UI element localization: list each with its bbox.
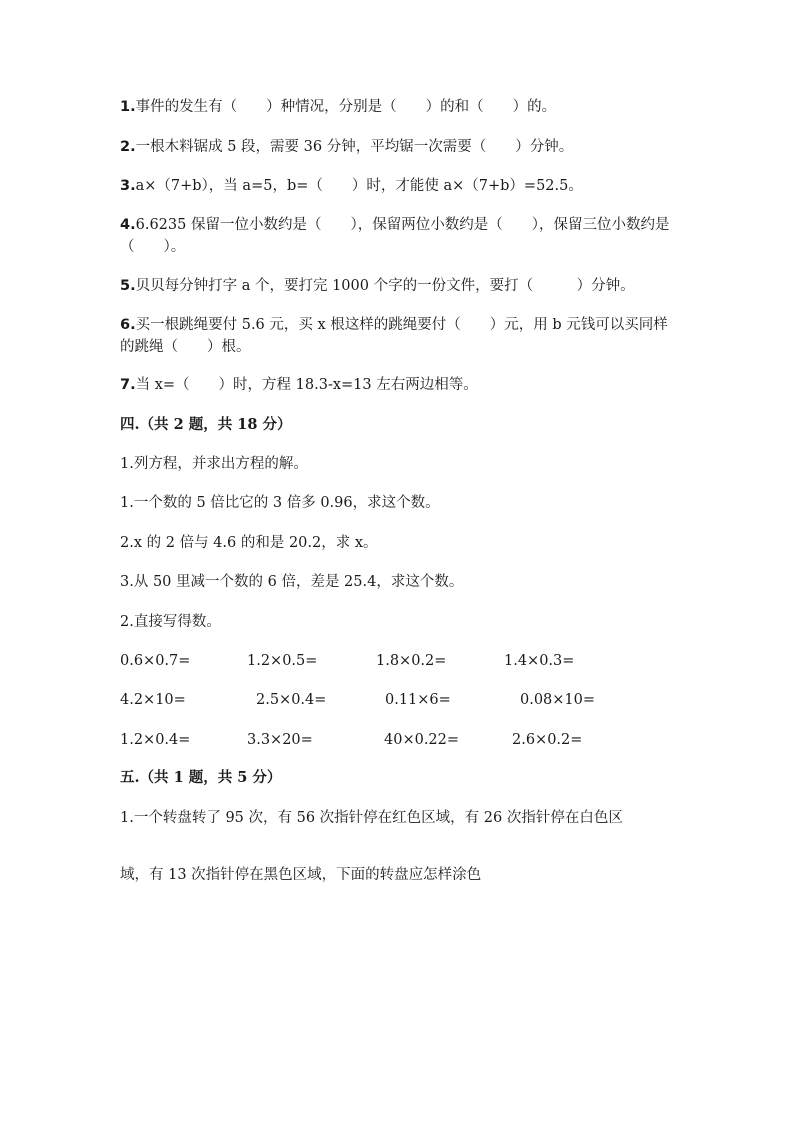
calc-cell: 0.11×6= (385, 692, 451, 708)
item-number: 2. (120, 139, 136, 155)
item-text: 事件的发生有（ ）种情况，分别是（ ）的和（ ）的。 (135, 99, 557, 115)
equation-item-3: 3.从 50 里减一个数的 6 倍，差是 25.4，求这个数。 (120, 574, 464, 590)
section-4-heading: 四.（共 2 题，共 18 分） (120, 416, 292, 433)
mental-calc-title: 2.直接写得数。 (120, 614, 221, 630)
calc-cell: 1.2×0.4= (120, 732, 191, 748)
fill-blank-item-1 (120, 97, 556, 117)
spinner-question-line-2: 域，有 13 次指针停在黑色区域，下面的转盘应怎样涂色 (120, 867, 482, 883)
item-number: 5. (120, 278, 136, 294)
item-number: 4. (120, 217, 136, 233)
equation-item-2: 2.x 的 2 倍与 4.6 的和是 20.2，求 x。 (120, 535, 378, 551)
calc-cell: 4.2×10= (120, 692, 186, 708)
calc-cell: 0.08×10= (520, 692, 596, 708)
calc-cell: 2.6×0.2= (512, 732, 583, 748)
section-5-heading: 五.（共 1 题，共 5 分） (120, 769, 282, 786)
calc-cell: 1.2×0.5= (247, 653, 318, 669)
item-text: 6.6235 保留一位小数约是（ ），保留两位小数约是（ ），保留三位小数约是（ ）。 (120, 217, 670, 255)
calc-cell: 1.8×0.2= (376, 653, 447, 669)
fill-blank-item-2 (120, 137, 573, 157)
calc-cell: 3.3×20= (247, 732, 313, 748)
spinner-question-line-1: 1.一个转盘转了 95 次，有 56 次指针停在红色区域，有 26 次指针停在白色区 (120, 810, 623, 826)
item-text: 买一根跳绳要付 5.6 元，买 x 根这样的跳绳要付（ ）元，用 b 元钱可以买同样的跳绳（ ）根。 (120, 317, 668, 355)
fill-blank-item-4 (120, 214, 680, 258)
fill-blank-item-6 (120, 314, 680, 358)
item-number: 6. (120, 317, 136, 333)
equation-question-title: 1.列方程，并求出方程的解。 (120, 456, 308, 472)
calc-cell: 2.5×0.4= (256, 692, 327, 708)
calc-cell: 1.4×0.3= (504, 653, 575, 669)
item-text: 当 x=（ ）时，方程 18.3-x=13 左右两边相等。 (135, 377, 478, 393)
fill-blank-item-7 (120, 375, 478, 395)
item-number: 7. (120, 377, 136, 393)
item-number: 3. (120, 178, 136, 194)
item-text: a×（7+b），当 a=5，b=（ ）时，才能使 a×（7+b）=52.5。 (135, 178, 583, 194)
calc-cell: 40×0.22= (384, 732, 460, 748)
item-text: 贝贝每分钟打字 a 个，要打完 1000 个字的一份文件，要打（ ）分钟。 (135, 278, 635, 294)
item-number: 1. (120, 99, 136, 115)
calc-cell: 0.6×0.7= (120, 653, 191, 669)
item-text: 一根木料锯成 5 段，需要 36 分钟，平均锯一次需要（ ）分钟。 (135, 139, 574, 155)
fill-blank-item-3 (120, 176, 583, 196)
fill-blank-item-5 (120, 276, 635, 296)
equation-item-1: 1.一个数的 5 倍比它的 3 倍多 0.96，求这个数。 (120, 495, 440, 511)
